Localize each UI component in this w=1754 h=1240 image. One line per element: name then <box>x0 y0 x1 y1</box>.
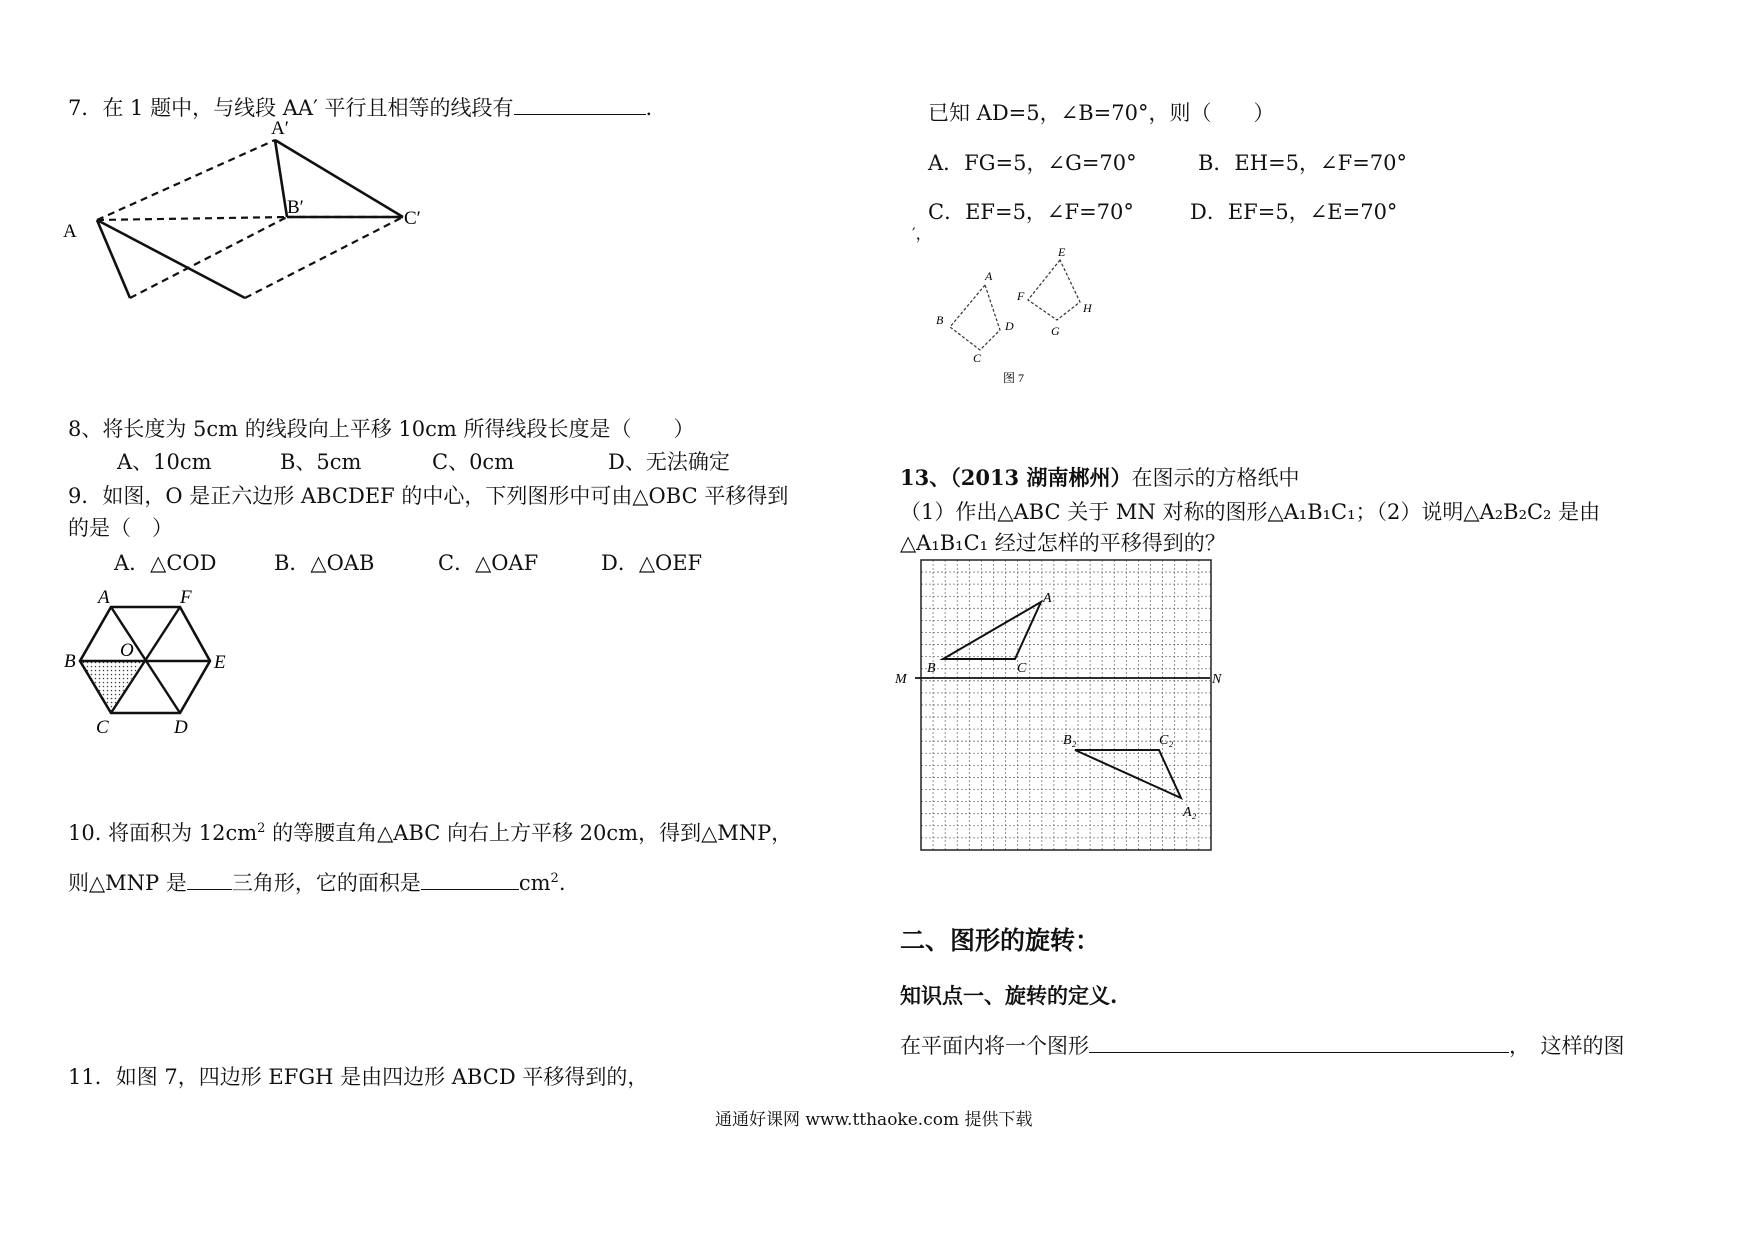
label-A2: A₂ <box>1183 805 1197 820</box>
label-G: G <box>1051 324 1060 338</box>
q8-text: 8、将长度为 5cm 的线段向上平移 10cm 所得线段长度是（ ） <box>68 417 695 441</box>
label-A: A <box>1043 591 1052 606</box>
label-B2: B₂ <box>1063 733 1077 748</box>
q9-text-line1: 9．如图，O 是正六边形 ABCDEF 的中心，下列图形中可由△OBC 平移得到 <box>68 484 789 508</box>
dashed-AA1 <box>97 140 275 220</box>
seg-A-bottom <box>97 220 130 298</box>
knowledge-point-1: 知识点一、旋转的定义. <box>900 983 1118 1008</box>
seg-A-right <box>97 220 245 298</box>
q8-option-b[interactable]: B、5cm <box>280 450 362 474</box>
label-C2: C₂ <box>1159 733 1174 748</box>
q7-translation-figure <box>55 120 485 350</box>
q7-answer-blank[interactable] <box>514 96 646 115</box>
stray-mark: ′， <box>912 224 932 243</box>
q11-option-d[interactable]: D．EF=5，∠E=70° <box>1190 200 1398 224</box>
label-B1: B′ <box>287 197 304 218</box>
q9-option-a[interactable]: A．△COD <box>114 551 217 575</box>
q11-option-c[interactable]: C．EF=5，∠F=70° <box>928 200 1134 224</box>
label-D: D <box>174 717 188 738</box>
q8-option-d[interactable]: D、无法确定 <box>608 450 730 474</box>
q13-line3: △A₁B₁C₁ 经过怎样的平移得到的？ <box>900 531 1226 555</box>
q9-text-line2: 的是（ ） <box>68 516 173 540</box>
q13-grid-figure <box>895 558 1225 858</box>
label-D: D <box>1005 319 1014 333</box>
label-O: O <box>120 640 134 661</box>
q11-option-b[interactable]: B．EH=5，∠F=70° <box>1198 151 1408 175</box>
label-A: A <box>63 221 77 242</box>
dashed-base2 <box>245 217 403 298</box>
rotation-definition: 在平面内将一个图形 ， 这样的图 <box>900 1034 1625 1058</box>
q10-line2: 则△MNP 是 三角形，它的面积是 $cm^2$. <box>68 871 566 895</box>
shaded-triangle-OBC <box>80 661 142 713</box>
quad-EFGH <box>1028 260 1080 320</box>
q11-line1: 已知 AD=5，∠B=70°，则（ ） <box>928 101 1275 125</box>
label-C: C <box>96 717 109 738</box>
label-F: F <box>1017 289 1025 303</box>
footer-text: 通通好课网 www.tthaoke.com 提供下载 <box>715 1110 1033 1130</box>
label-A: A <box>98 587 110 608</box>
figure-caption: 图 7 <box>1003 371 1025 385</box>
label-C1: C′ <box>404 208 421 229</box>
label-C: C <box>1017 661 1027 676</box>
label-H: H <box>1083 301 1092 315</box>
label-N: N <box>1212 672 1222 687</box>
q9-hexagon-figure <box>62 585 232 740</box>
label-M: M <box>895 672 907 687</box>
section2-heading: 二、图形的旋转： <box>900 926 1101 955</box>
label-B: B <box>64 651 76 672</box>
label-F: F <box>180 587 192 608</box>
q10-blank-type[interactable] <box>187 871 232 890</box>
label-B: B <box>936 313 944 327</box>
q9-option-d[interactable]: D．△OEF <box>601 551 703 575</box>
label-B: B <box>927 661 936 676</box>
label-E: E <box>214 652 226 673</box>
q9-option-b[interactable]: B．△OAB <box>274 551 375 575</box>
q13-line2: （1）作出△ABC 关于 MN 对称的图形△A₁B₁C₁；（2）说明△A₂B₂C₂ 是由 <box>900 500 1601 524</box>
q8-option-c[interactable]: C、0cm <box>432 450 515 474</box>
label-C: C <box>973 351 982 365</box>
q11-option-a[interactable]: A．FG=5，∠G=70° <box>928 151 1137 175</box>
dashed-AB1 <box>97 217 287 220</box>
q10-line1: 10. 将面积为 $12cm^2$ 的等腰直角△ABC 向右上方平移 20cm，得到△MNP， <box>68 821 793 845</box>
q11-text: 11．如图 7，四边形 EFGH 是由四边形 ABCD 平移得到的， <box>68 1065 649 1089</box>
definition-blank[interactable] <box>1089 1034 1509 1053</box>
label-E: E <box>1058 245 1066 259</box>
q9-option-c[interactable]: C．△OAF <box>438 551 539 575</box>
q10-blank-area[interactable] <box>421 871 519 890</box>
q11-quadrilateral-figure <box>925 240 1105 390</box>
label-A1: A′ <box>271 120 289 139</box>
q7-text: 7．在 1 题中，与线段 AA′ 平行且相等的线段有 . <box>68 96 653 120</box>
label-A: A <box>985 269 993 283</box>
seg-A1-B1 <box>275 140 287 217</box>
dashed-base1 <box>130 217 287 298</box>
q8-option-a[interactable]: A、10cm <box>117 450 212 474</box>
q13-title: 13、（2013 湖南郴州）在图示的方格纸中 <box>900 465 1300 490</box>
grid-paper <box>921 560 1211 850</box>
quad-ABCD <box>950 285 1000 350</box>
triangle-ABC <box>943 602 1041 659</box>
triangle-A2B2C2 <box>1075 750 1181 798</box>
